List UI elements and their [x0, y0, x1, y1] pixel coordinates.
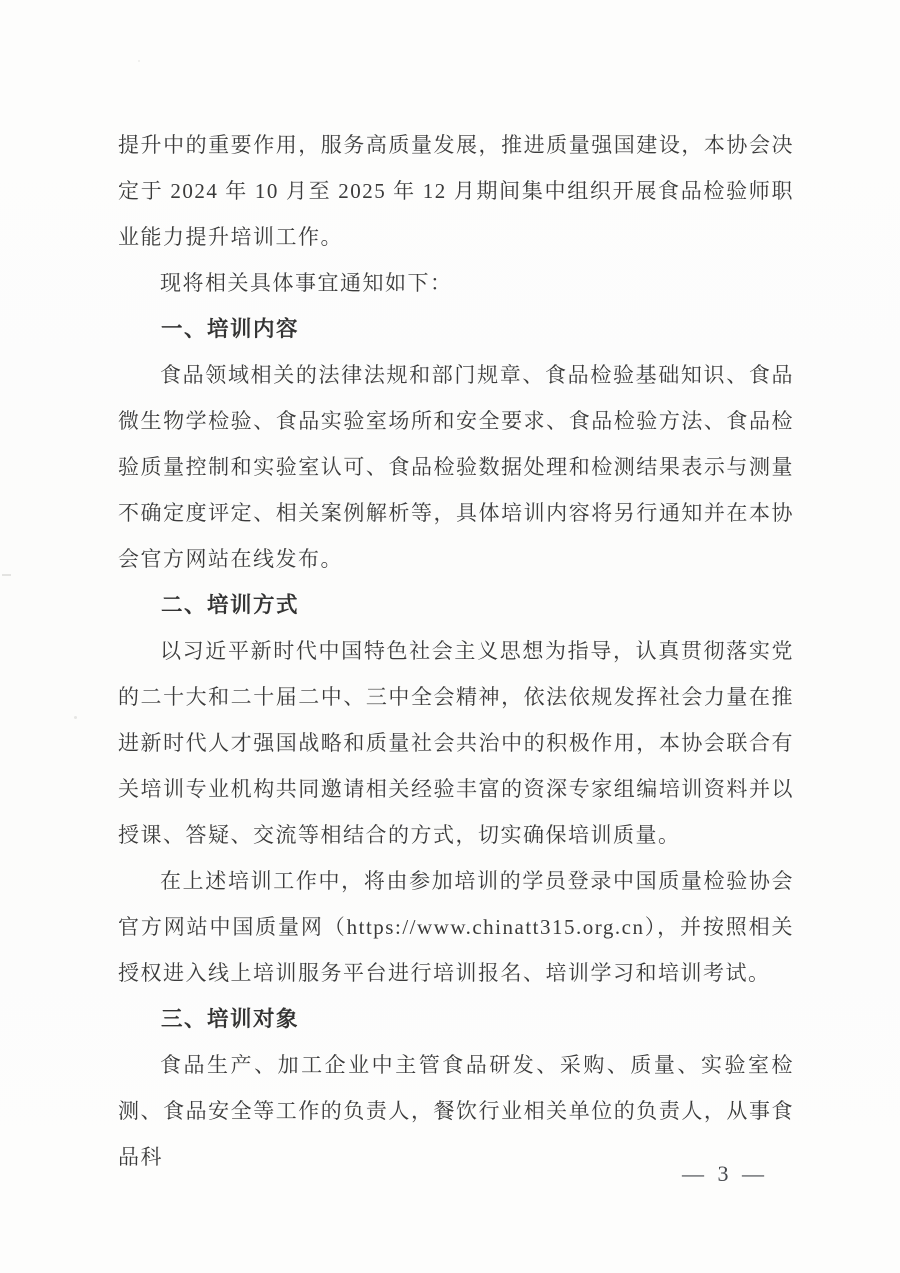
section-heading-1-training-content: 一、培训内容 — [161, 317, 300, 341]
paragraph-training-audience-truncated: 食品生产、加工企业中主管食品研发、采购、质量、实验室检测、食品安全等工作的负责人，餐饮行业相关单位的负责人，从事食品科 — [118, 1053, 794, 1169]
paragraph-training-method-2-with-url: 在上述培训工作中，将由参加培训的学员登录中国质量检验协会官方网站中国质量网（https://www.chinatt315.org.cn），并按照相关授权进入线上培训服务平台进行培训报名、培训学习和培训考试。 — [118, 869, 794, 985]
scan-artifact — [138, 60, 140, 62]
section-heading-3-training-audience: 三、培训对象 — [161, 1007, 300, 1031]
scan-artifact — [2, 574, 11, 576]
scan-artifact — [74, 716, 77, 719]
paragraph-notice-lead: 现将相关具体事宜通知如下： — [160, 271, 453, 295]
paragraph-training-method-1: 以习近平新时代中国特色社会主义思想为指导，认真贯彻落实党的二十大和二十届二中、三中全会精神，依法依规发挥社会力量在推进新时代人才强国战略和质量社会共治中的积极作用，本协会联合有关培训专业机构共同邀请相关经验丰富的资深专家组编培训资料并以授课、答疑、交流等相结合的方式，切实确保培训质量。 — [118, 639, 794, 847]
document-body — [118, 122, 794, 1180]
paragraph-training-content: 食品领域相关的法律法规和部门规章、食品检验基础知识、食品微生物学检验、食品实验室场所和安全要求、食品检验方法、食品检验质量控制和实验室认可、食品检验数据处理和检测结果表示与测量不确定度评定、相关案例解析等，具体培训内容将另行通知并在本协会官方网站在线发布。 — [118, 363, 794, 571]
section-heading-2-training-method: 二、培训方式 — [161, 593, 300, 617]
paragraph-intro-continued: 提升中的重要作用，服务高质量发展，推进质量强国建设，本协会决定于 2024 年 10 月至 2025 年 12 月期间集中组织开展食品检验师职业能力提升培训工作。 — [118, 133, 794, 249]
page-number: — 3 — — [682, 1161, 768, 1186]
